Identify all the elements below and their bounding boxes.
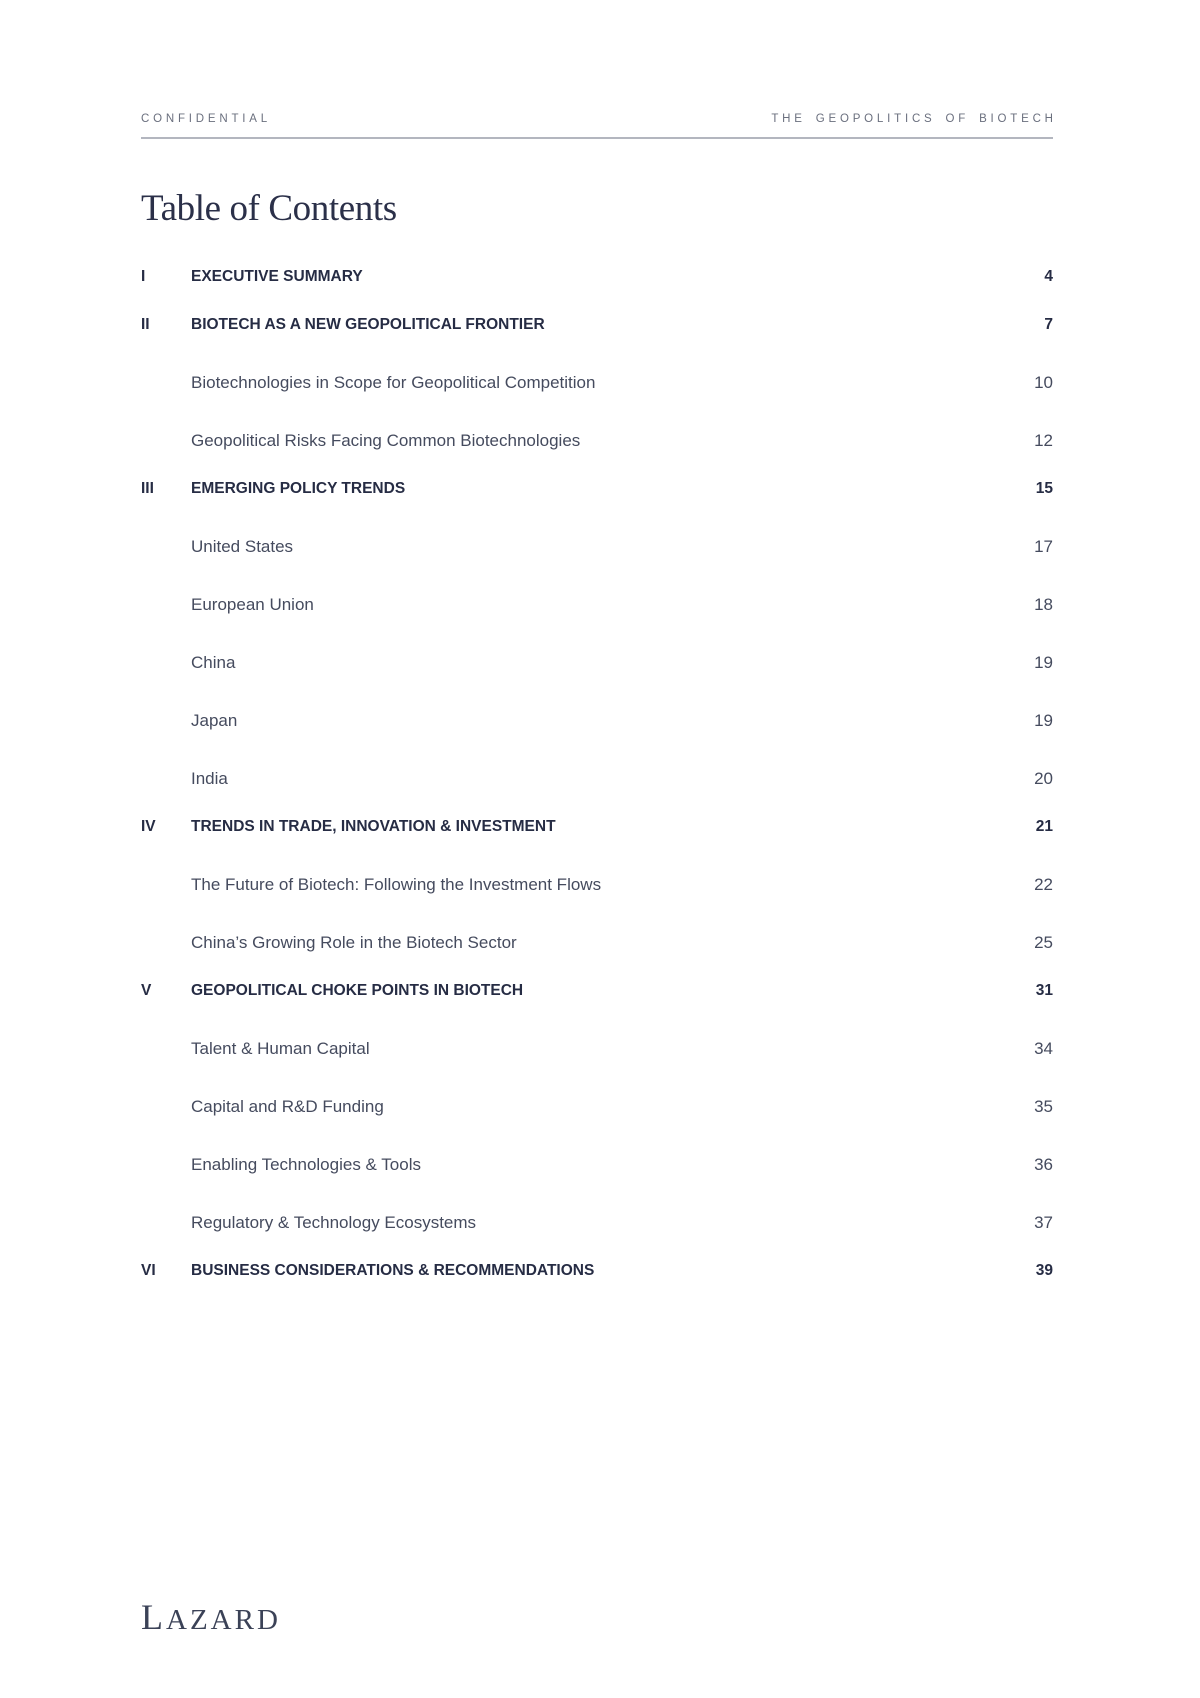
toc-entry-page-number: 25 [1034, 933, 1053, 952]
toc-entry-label: BIOTECH AS A NEW GEOPOLITICAL FRONTIER [191, 316, 545, 333]
toc-entry-page-number: 10 [1034, 373, 1053, 392]
toc-entry-section[interactable] [141, 314, 1053, 336]
toc-entry-section[interactable] [141, 478, 1053, 500]
toc-entry-numeral: VI [141, 1262, 156, 1279]
toc-entry-page-number: 4 [1044, 268, 1053, 285]
toc-entry-page-number: 17 [1034, 537, 1053, 556]
toc-entry-section[interactable] [141, 816, 1053, 838]
toc-entry-label: GEOPOLITICAL CHOKE POINTS IN BIOTECH [191, 982, 524, 999]
toc-entry-sub[interactable] [141, 1212, 1053, 1234]
running-header [141, 112, 1057, 126]
toc-entry-label: India [191, 769, 228, 788]
toc-entry-numeral: I [141, 268, 146, 285]
toc-entry-label: United States [191, 537, 294, 556]
toc-entry-sub[interactable] [141, 932, 1053, 954]
toc-entry-page-number: 18 [1034, 595, 1053, 614]
toc-entry-sub[interactable] [141, 710, 1053, 732]
toc-entry-section[interactable] [141, 1260, 1053, 1282]
toc-entry-page-number: 21 [1035, 818, 1053, 835]
toc-entry-sub[interactable] [141, 1038, 1053, 1060]
toc-entry-label: Geopolitical Risks Facing Common Biotechnologies [191, 431, 581, 450]
toc-entry-numeral: V [141, 982, 152, 999]
toc-entry-label: EMERGING POLICY TRENDS [191, 480, 406, 497]
toc-entry-sub[interactable] [141, 768, 1053, 790]
toc-entry-sub[interactable] [141, 536, 1053, 558]
toc-entry-section[interactable] [141, 980, 1053, 1002]
toc-entry-page-number: 39 [1035, 1262, 1053, 1279]
toc-entry-page-number: 22 [1034, 875, 1053, 894]
toc-entry-label: BUSINESS CONSIDERATIONS & RECOMMENDATIONS [191, 1262, 595, 1279]
toc-entry-page-number: 19 [1034, 711, 1053, 730]
toc-entry-page-number: 36 [1034, 1155, 1053, 1174]
toc-entry-page-number: 19 [1034, 653, 1053, 672]
toc-entry-label: EXECUTIVE SUMMARY [191, 268, 363, 285]
toc-entry-sub[interactable] [141, 594, 1053, 616]
toc-entry-sub[interactable] [141, 1096, 1053, 1118]
toc-entry-sub[interactable] [141, 430, 1053, 452]
confidential-label: CONFIDENTIAL [141, 113, 271, 125]
toc-entry-section[interactable] [141, 266, 1053, 288]
toc-entry-page-number: 35 [1034, 1097, 1053, 1116]
toc-entry-sub[interactable] [141, 874, 1053, 896]
toc-entry-sub[interactable] [141, 1154, 1053, 1176]
toc-entry-label: China’s Growing Role in the Biotech Sector [191, 933, 517, 952]
toc-entry-page-number: 34 [1034, 1039, 1053, 1058]
toc-entry-page-number: 12 [1034, 431, 1053, 450]
toc-entry-label: Enabling Technologies & Tools [191, 1155, 421, 1174]
header-rule [141, 137, 1053, 139]
toc-entry-page-number: 20 [1034, 769, 1053, 788]
running-head-title: THE GEOPOLITICS OF BIOTECH [771, 113, 1057, 125]
toc-entry-label: Capital and R&D Funding [191, 1097, 384, 1116]
toc-entry-label: Regulatory & Technology Ecosystems [191, 1213, 477, 1232]
toc-entry-numeral: III [141, 480, 154, 497]
toc-entry-label: China [191, 653, 236, 672]
toc-entry-label: Biotechnologies in Scope for Geopolitical Competition [191, 373, 596, 392]
toc-entry-numeral: IV [141, 818, 156, 835]
toc-entry-sub[interactable] [141, 652, 1053, 674]
toc-entry-numeral: II [141, 316, 150, 333]
toc-entry-page-number: 37 [1034, 1213, 1053, 1232]
table-of-contents [141, 266, 1053, 1282]
toc-entry-page-number: 31 [1035, 982, 1053, 999]
toc-entry-label: The Future of Biotech: Following the Investment Flows [191, 875, 602, 894]
toc-entry-label: European Union [191, 595, 314, 614]
toc-entry-label: Talent & Human Capital [191, 1039, 370, 1058]
page-title: Table of Contents [141, 188, 397, 229]
toc-entry-sub[interactable] [141, 372, 1053, 394]
toc-entry-page-number: 7 [1044, 316, 1053, 333]
lazard-logo: LAZARD [141, 1597, 281, 1637]
toc-entry-page-number: 15 [1035, 480, 1053, 497]
toc-entry-label: TRENDS IN TRADE, INNOVATION & INVESTMENT [191, 818, 556, 835]
toc-entry-label: Japan [191, 711, 238, 730]
